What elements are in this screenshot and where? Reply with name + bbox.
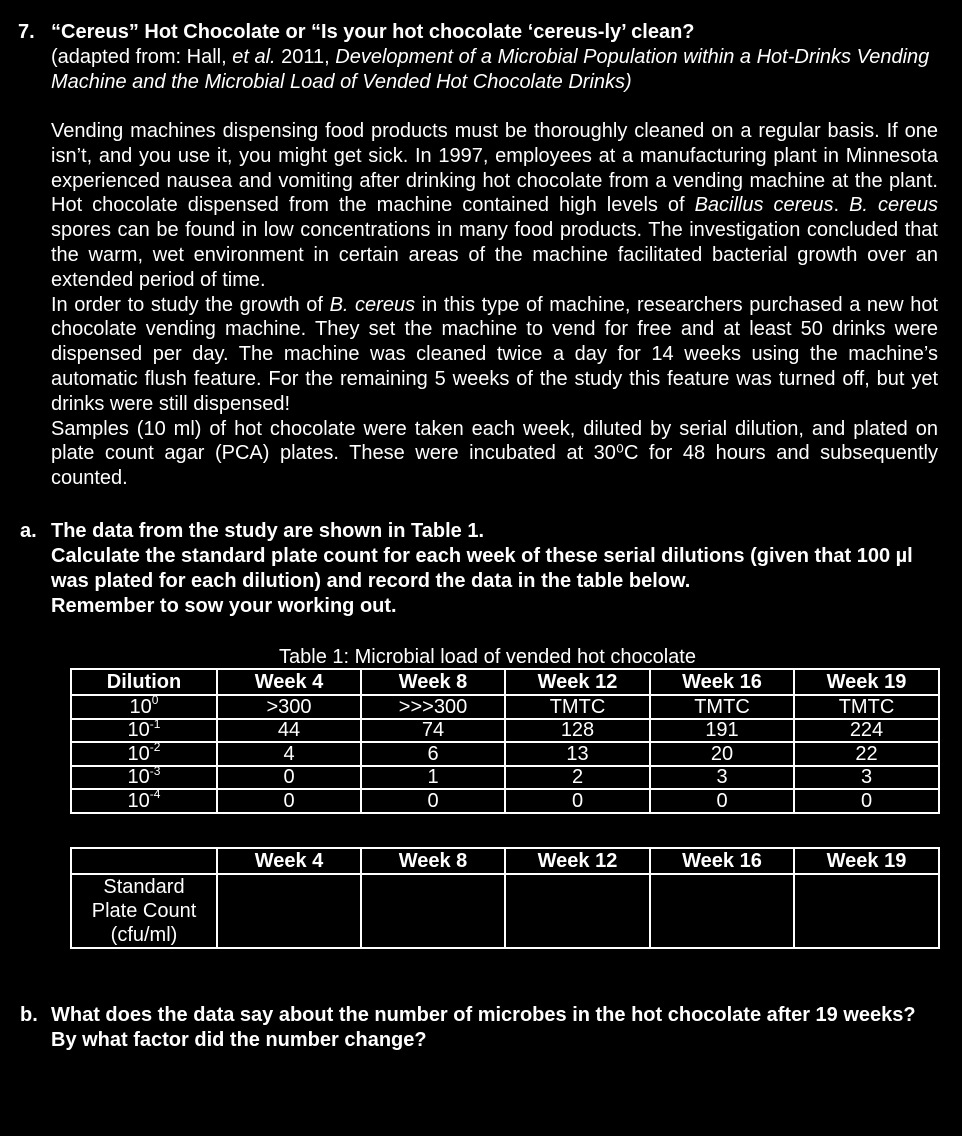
table-cell: TMTC (794, 695, 939, 719)
table-cell: 191 (650, 719, 794, 743)
column-header: Week 12 (505, 848, 650, 874)
answer-cell-week-8[interactable] (361, 874, 505, 948)
intro-paragraph-3: Samples (10 ml) of hot chocolate were taken each week, diluted by serial dilution, and plated on plate count agar (PCA) plates. These were incubated at 30⁰C for 48 hours and subsequently counted. (51, 417, 938, 490)
dilution-cell: $10^0$ (71, 695, 217, 719)
answer-cell-week-4[interactable] (217, 874, 361, 948)
table-cell: 0 (650, 789, 794, 813)
table-header-row (71, 669, 939, 695)
source-year: 2011, (275, 46, 336, 68)
table-cell: >>>300 (361, 695, 505, 719)
column-header: Dilution (71, 669, 217, 695)
source-title: Development of a Microbial Population within a Hot-Drinks Vending Machine and the Microbial Load of Vended Hot Chocolate Drinks) (51, 46, 930, 93)
answer-table (70, 847, 940, 949)
intro-paragraph-1: Vending machines dispensing food products must be thoroughly cleaned on a regular basis. If one isn’t, and you use it, you might get sick. In 1997, employees at a manufacturing plant in Minnesota experienced nausea and vomiting after drinking hot chocolate from a vending machine at the plant. Hot chocolate dispensed from the machine contained high levels of Bacillus cereus. B. cereus spores can be found in low concentrations in many food products. The investigation concluded that the warm, wet environment in certain areas of the machine facilitated bacterial growth over an extended period of time. (51, 120, 938, 291)
table-cell: 13 (505, 742, 650, 766)
data-table (70, 668, 940, 814)
table-cell: 224 (794, 719, 939, 743)
table-cell: 2 (505, 766, 650, 790)
dilution-cell: $10^{-2}$ (71, 742, 217, 766)
answer-cell-week-16[interactable] (650, 874, 794, 948)
part-a-line-3: Remember to sow your working out. (51, 595, 397, 617)
table-cell: 6 (361, 742, 505, 766)
part-b-label: b. (20, 1004, 38, 1026)
table1-caption: Table 1: Microbial load of vended hot chocolate (279, 646, 696, 668)
part-a-line-1: The data from the study are shown in Table 1. (51, 520, 485, 542)
table-cell: 128 (505, 719, 650, 743)
row-label: Standard Plate Count (cfu/ml) (71, 874, 217, 948)
part-a-label: a. (20, 520, 37, 542)
column-header: Week 12 (505, 669, 650, 695)
table-row (71, 719, 939, 743)
table-cell: 0 (361, 789, 505, 813)
table-cell: 0 (505, 789, 650, 813)
column-header: Week 19 (794, 669, 939, 695)
table-cell: 1 (361, 766, 505, 790)
source-etal: et al. (232, 46, 276, 68)
column-header: Week 16 (650, 848, 794, 874)
question-source (51, 45, 951, 95)
table-cell: 3 (650, 766, 794, 790)
table-header-row (71, 848, 939, 874)
dilution-cell: $10^{-3}$ (71, 766, 217, 790)
column-header (71, 848, 217, 874)
intro-text (51, 119, 938, 491)
question-number: 7. (18, 21, 35, 43)
table-cell: 0 (217, 766, 361, 790)
dilution-cell: $10^{-1}$ (71, 719, 217, 743)
table-cell: 20 (650, 742, 794, 766)
column-header: Week 16 (650, 669, 794, 695)
table-cell: 44 (217, 719, 361, 743)
dilution-cell: $10^{-4}$ (71, 789, 217, 813)
column-header: Week 8 (361, 848, 505, 874)
part-a-line-2: Calculate the standard plate count for each week of these serial dilutions (given that 100 µl was plated for each dilution) and record the data in the table below. (51, 545, 913, 592)
table-row (71, 766, 939, 790)
table-cell: 0 (794, 789, 939, 813)
intro-paragraph-2: In order to study the growth of B. cereus in this type of machine, researchers purchased a new hot chocolate vending machine. They set the machine to vend for free and at least 50 drinks were dispensed per day. The machine was cleaned twice a day for 14 weeks using the machine’s automatic flush feature. For the remaining 5 weeks of the study this feature was turned off, but yet drinks were still dispensed! (51, 293, 939, 415)
question-title: “Cereus” Hot Chocolate or “Is your hot chocolate ‘cereus-ly’ clean? (51, 21, 695, 43)
table-cell: 22 (794, 742, 939, 766)
table-cell: 4 (217, 742, 361, 766)
table-cell: TMTC (505, 695, 650, 719)
table-row (71, 874, 939, 948)
source-prefix: (adapted from: Hall, (51, 46, 233, 68)
column-header: Week 4 (217, 669, 361, 695)
table-cell: 0 (217, 789, 361, 813)
column-header: Week 19 (794, 848, 939, 874)
table-cell: 74 (361, 719, 505, 743)
table-cell: 3 (794, 766, 939, 790)
answer-cell-week-12[interactable] (505, 874, 650, 948)
answer-cell-week-19[interactable] (794, 874, 939, 948)
table-row (71, 742, 939, 766)
column-header: Week 8 (361, 669, 505, 695)
part-a-text (51, 519, 941, 619)
table-cell: TMTC (650, 695, 794, 719)
column-header: Week 4 (217, 848, 361, 874)
table-row (71, 695, 939, 719)
part-b-text: What does the data say about the number of microbes in the hot chocolate after 19 weeks? By what factor did the number change? (51, 1004, 916, 1051)
table-row (71, 789, 939, 813)
table-cell: >300 (217, 695, 361, 719)
